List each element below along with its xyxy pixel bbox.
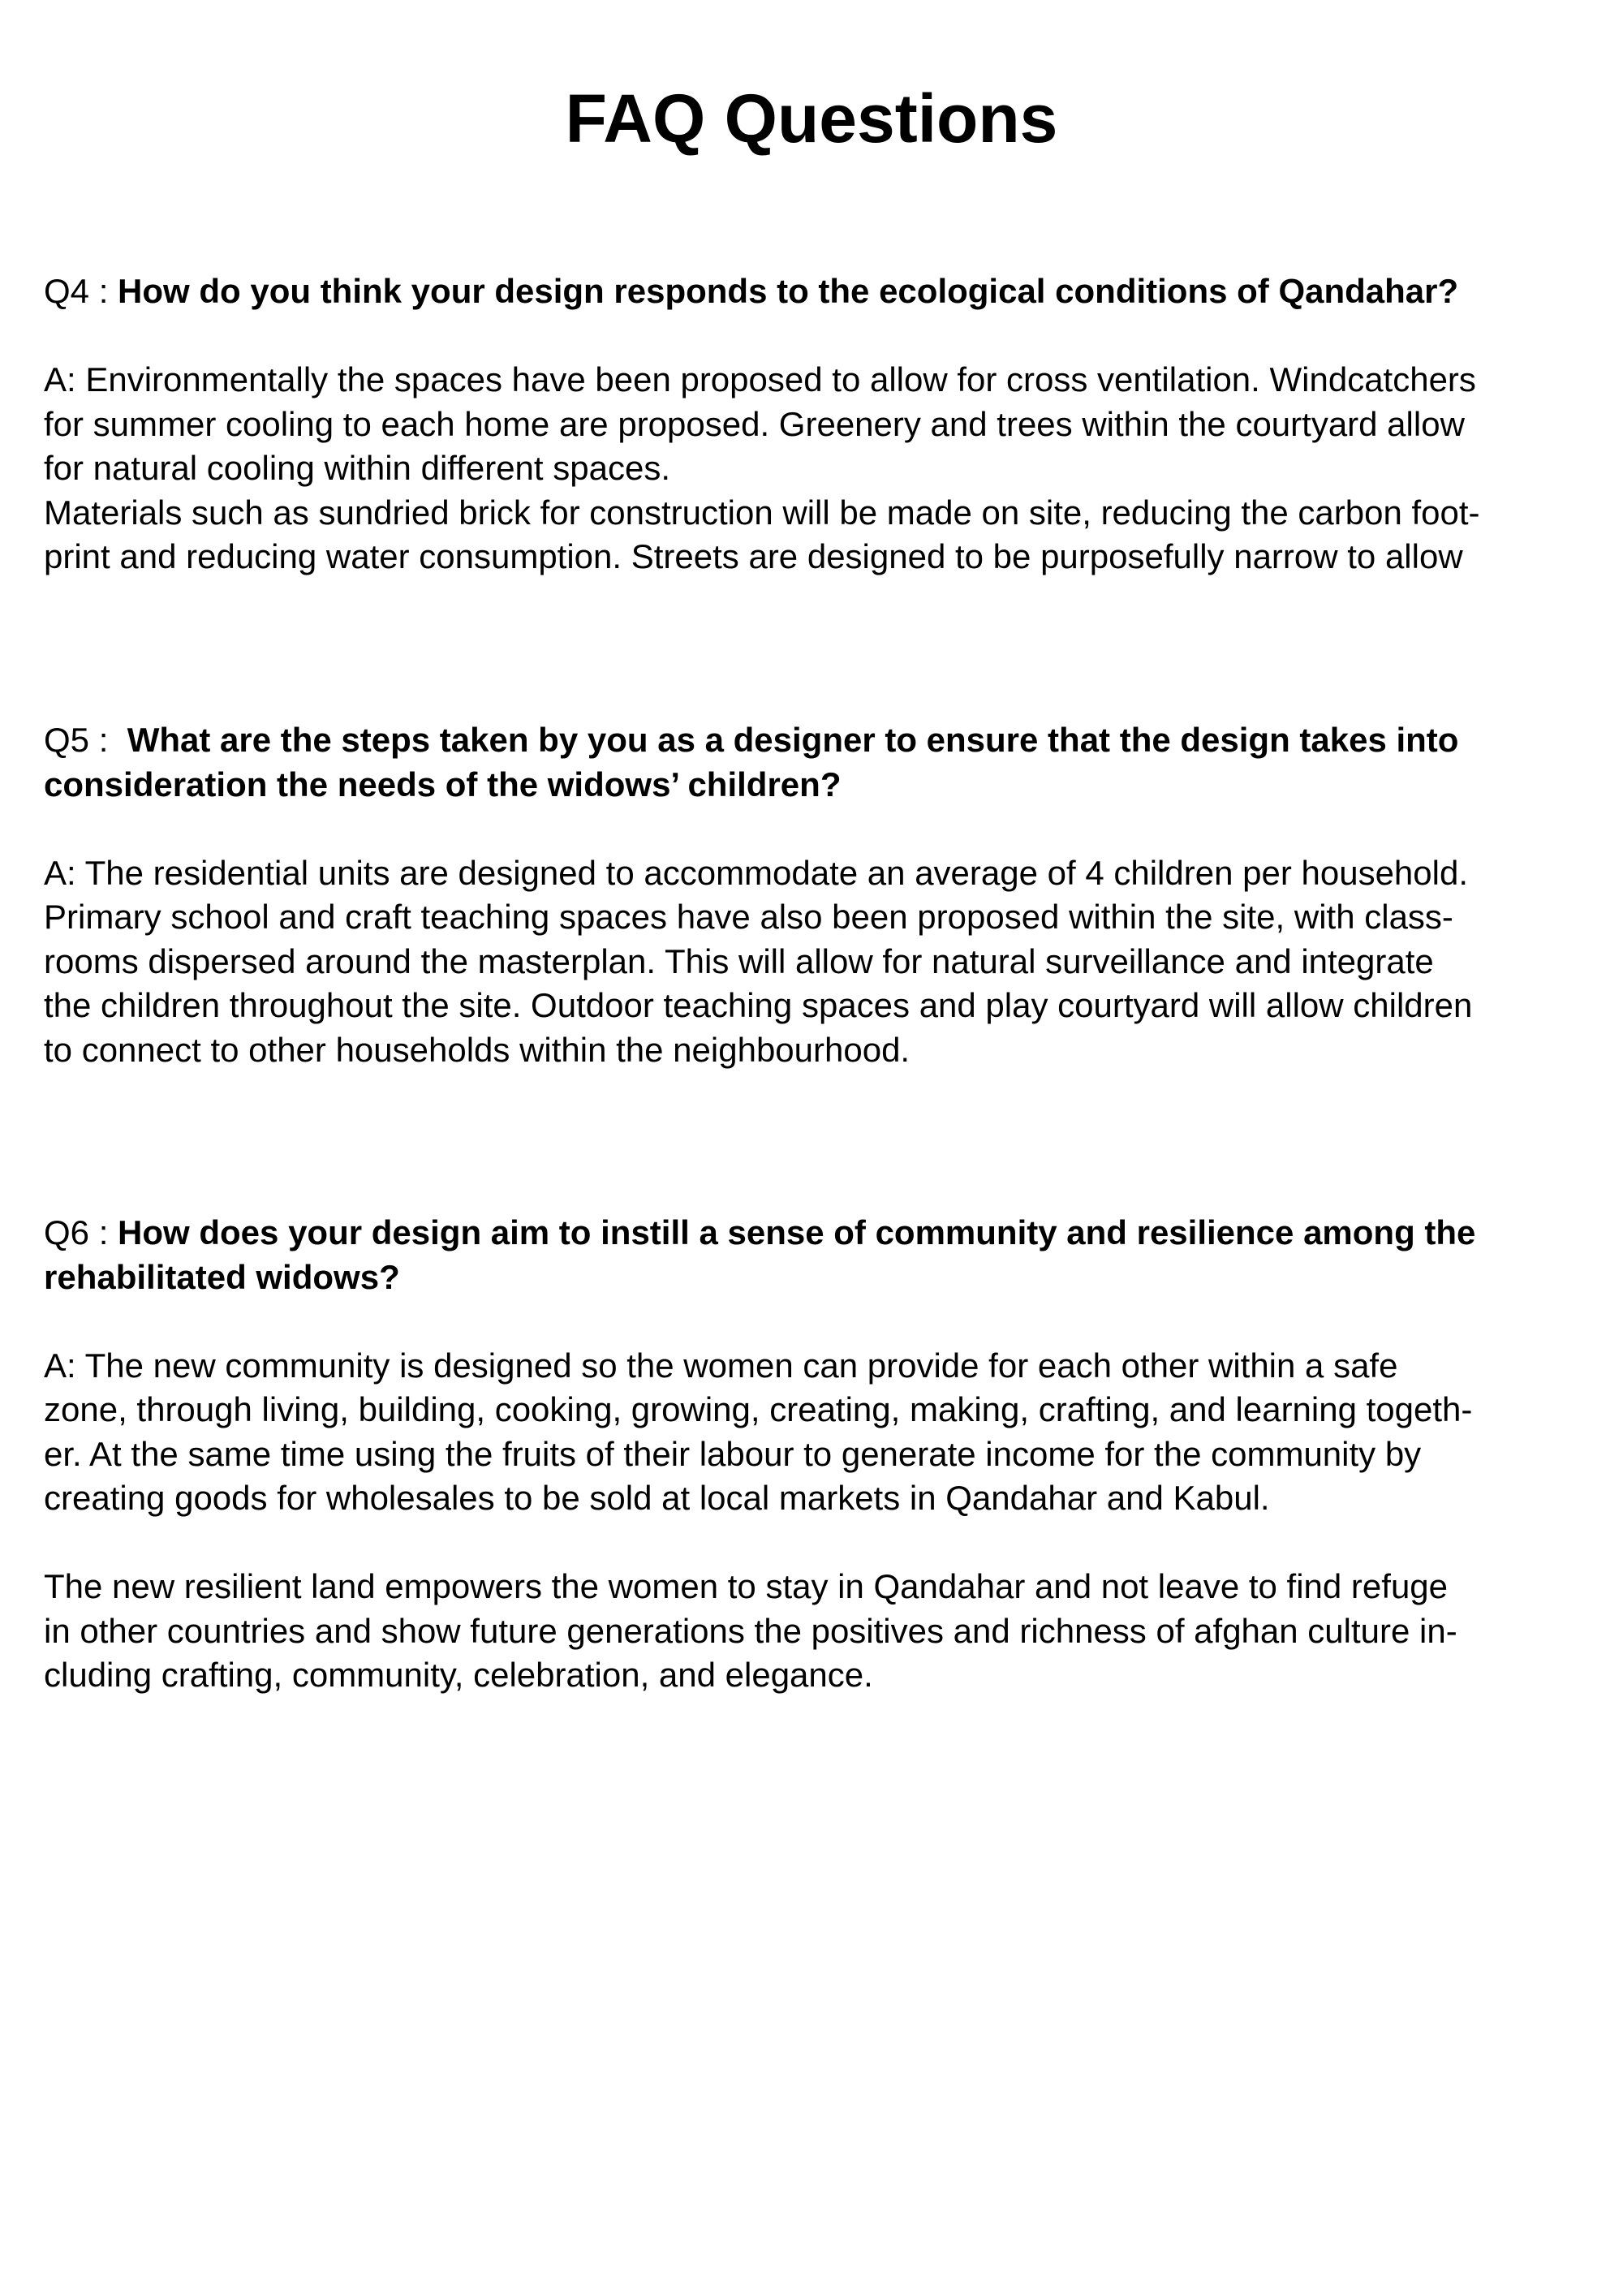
question-text: How does your design aim to instill a sense of community and resilience among the xyxy=(118,1213,1476,1251)
answer-line: rooms dispersed around the masterplan. This will allow for natural surveillance and integrate xyxy=(44,941,1434,980)
answer-line: for natural cooling within different spaces. xyxy=(44,449,670,487)
answer-paragraph xyxy=(44,851,1594,1073)
answer-paragraph xyxy=(44,1344,1594,1521)
answer-line: for summer cooling to each home are proposed. Greenery and trees within the courtyard allow xyxy=(44,404,1465,443)
answer-line: print and reducing water consumption. Streets are designed to be purposefully narrow to allow xyxy=(44,537,1463,575)
spacer xyxy=(44,807,1594,851)
question-text: What are the steps taken by you as a designer to ensure that the design takes into xyxy=(127,721,1459,759)
question-text: How do you think your design responds to the ecological conditions of Qandahar? xyxy=(118,272,1459,310)
answer-line: A: The new community is designed so the women can provide for each other within a safe xyxy=(44,1346,1398,1385)
page-title: FAQ Questions xyxy=(565,80,1058,157)
question-label: Q5 : xyxy=(44,721,127,759)
answer-line: zone, through living, building, cooking, growing, creating, making, crafting, and learning togeth- xyxy=(44,1390,1473,1428)
question-label: Q4 : xyxy=(44,272,118,310)
faq-item-q5 xyxy=(44,718,1594,1072)
answer-paragraph xyxy=(44,358,1594,579)
answer-paragraph xyxy=(44,1565,1594,1698)
answer-line: the children throughout the site. Outdoor teaching spaces and play courtyard will allow children xyxy=(44,986,1473,1024)
question-line xyxy=(44,1211,1594,1256)
question-text: rehabilitated widows? xyxy=(44,1257,400,1296)
question-text: consideration the needs of the widows’ children? xyxy=(44,765,842,803)
answer-line: cluding crafting, community, celebration, and elegance. xyxy=(44,1656,873,1694)
spacer xyxy=(44,314,1594,359)
answer-line: A: The residential units are designed to accommodate an average of 4 children per household. xyxy=(44,853,1468,892)
answer-line: Primary school and craft teaching spaces have also been proposed within the site, with class- xyxy=(44,898,1453,936)
answer-line: to connect to other households within the neighbourhood. xyxy=(44,1030,911,1069)
answer-line: Materials such as sundried brick for construction will be made on site, reducing the carbon foot- xyxy=(44,493,1480,532)
faq-item-q4 xyxy=(44,269,1594,579)
question-line xyxy=(44,718,1594,763)
answer-line: er. At the same time using the fruits of their labour to generate income for the community by xyxy=(44,1434,1422,1473)
spacer xyxy=(44,1521,1594,1566)
answer-line: creating goods for wholesales to be sold at local markets in Qandahar and Kabul. xyxy=(44,1479,1270,1517)
answer-line: in other countries and show future generations the positives and richness of afghan culture in- xyxy=(44,1611,1457,1650)
answer-line: The new resilient land empowers the women to stay in Qandahar and not leave to find refuge xyxy=(44,1567,1449,1605)
question-label: Q6 : xyxy=(44,1213,118,1251)
spacer xyxy=(44,1299,1594,1344)
question-line xyxy=(44,269,1594,314)
answer-line: A: Environmentally the spaces have been proposed to allow for cross ventilation. Windcatchers xyxy=(44,360,1476,398)
faq-item-q6 xyxy=(44,1211,1594,1698)
